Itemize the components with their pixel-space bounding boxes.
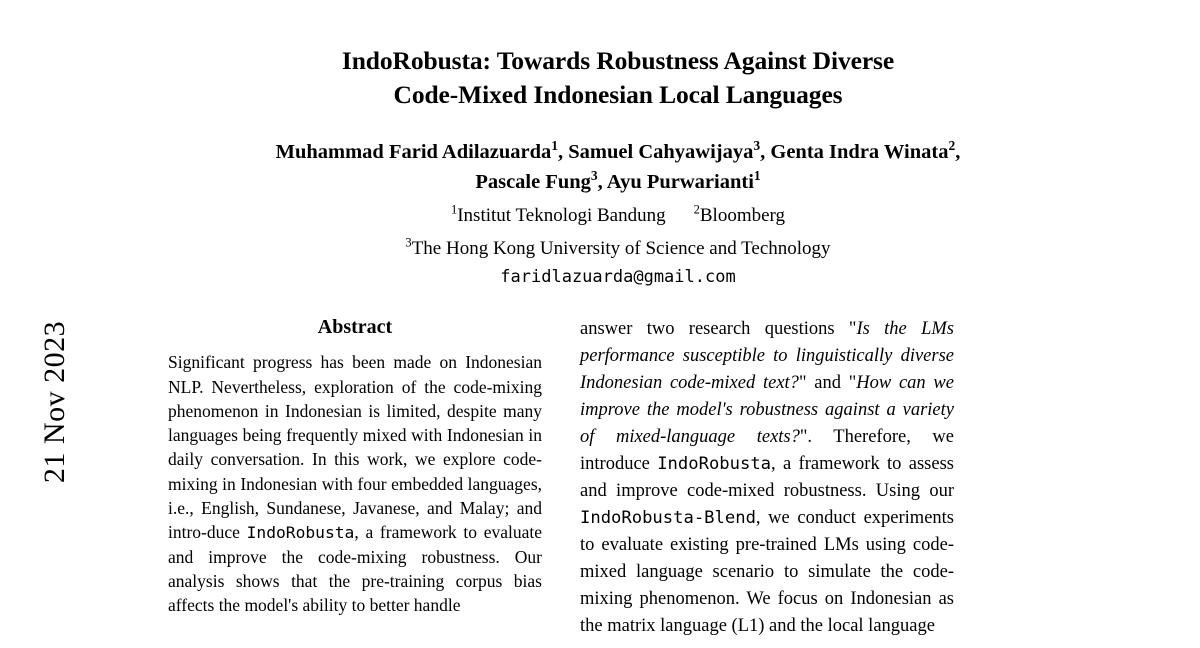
author-name: Muhammad Farid Adilazuarda	[275, 140, 552, 163]
author-name: Ayu Purwarianti	[606, 170, 754, 193]
author-affil-marker: 2	[948, 137, 956, 153]
affiliation-line-2	[168, 235, 1068, 263]
author-affil-marker: 1	[551, 137, 559, 153]
abstract-text-part-2: , a framework to evaluate and improve the code-mixing robustness. Our analysis shows that the pre-training corpus bias affects the model's ability to better handle	[168, 521, 542, 615]
rc-seg-3: " and "	[798, 373, 857, 394]
title-line-1: IndoRobusta: Towards Robustness Against Diverse	[341, 46, 895, 75]
rc-seg-9: , we conduct experiments to evaluate existing pre-trained LMs using code-mixed language scenario to simulate the code-mixing phenomenon. We focus on Indonesian as the matrix language (L1) and the local language	[580, 508, 954, 637]
author-name: Pascale Fung	[475, 170, 591, 193]
left-column	[168, 316, 542, 640]
two-column-body	[168, 316, 1068, 640]
right-column-paragraph	[580, 316, 954, 640]
rc-method-name: IndoRobusta-Blend	[580, 508, 756, 529]
author-affil-marker: 1	[753, 167, 761, 183]
abstract-framework-name: IndoRobusta	[246, 522, 355, 542]
rc-research-question-1: Is the LMs performance susceptible to linguistically diverse Indonesian code-mixed text?	[580, 319, 954, 394]
rc-seg-7: , a framework to assess and improve code-mixed robustness. Using our	[580, 454, 954, 502]
affiliation-line-1	[168, 202, 1068, 230]
contact-email: faridlazuarda@gmail.com	[500, 267, 736, 288]
page-title	[168, 44, 1068, 112]
author-name: Samuel Cahyawijaya	[568, 140, 754, 163]
paper-content	[168, 0, 1068, 640]
affiliation-text: Institut Teknologi Bandung	[457, 205, 666, 227]
right-column	[580, 316, 954, 640]
author-separator: ,	[955, 140, 961, 163]
author-affil-marker: 3	[753, 137, 761, 153]
rc-framework-name: IndoRobusta	[657, 454, 772, 475]
affiliation-text: The Hong Kong University of Science and Technology	[411, 237, 831, 259]
affiliation-marker: 3	[405, 235, 412, 250]
author-affil-marker: 3	[590, 167, 598, 183]
rc-research-question-2: How can we improve the model's robustness against a variety of mixed-language texts?	[580, 373, 954, 448]
author-separator: ,	[597, 170, 607, 193]
author-name: Genta Indra Winata	[770, 140, 949, 163]
abstract-text-part-1: Significant progress has been made on Indonesian NLP. Nevertheless, exploration of the code-mixing phenomenon in Indonesian is limited, despite many languages being frequently mixed with Indonesian in daily conversation. In this work, we explore code-mixing in Indonesian with four embedded languages, i.e., English, Sundanese, Javanese, and Malay; and intro-duce	[168, 352, 542, 542]
abstract-paragraph	[168, 350, 542, 617]
author-separator: ,	[558, 140, 569, 163]
affiliation-text: Bloomberg	[699, 205, 786, 227]
author-line-1	[168, 138, 1068, 168]
author-separator: ,	[760, 140, 771, 163]
author-list	[168, 138, 1068, 197]
affiliation-marker: 1	[450, 202, 458, 217]
author-line-2	[168, 168, 1068, 198]
rc-seg-1: answer two research questions "	[580, 319, 857, 340]
abstract-heading: Abstract	[317, 316, 393, 339]
title-line-2: Code-Mixed Indonesian Local Languages	[393, 79, 843, 109]
arxiv-date-stamp: 21 Nov 2023	[38, 320, 71, 484]
rc-seg-5: ". Therefore, we introduce	[580, 427, 954, 475]
affiliation-marker: 2	[693, 202, 700, 217]
